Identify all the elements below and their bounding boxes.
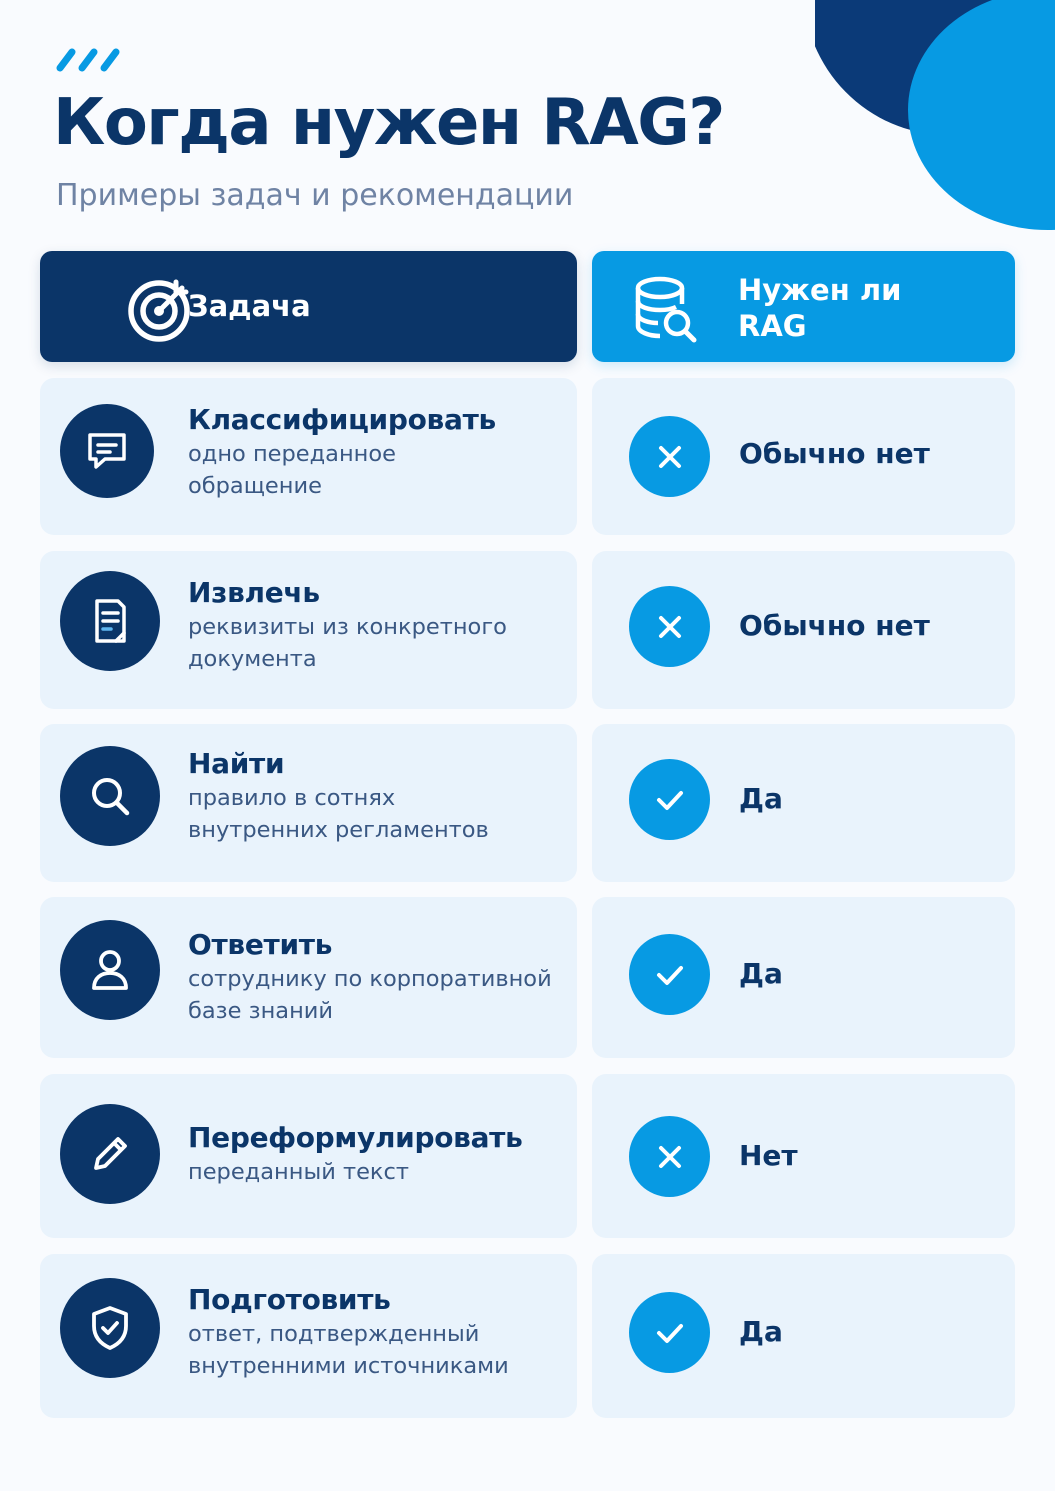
task-icon-circle <box>60 920 160 1020</box>
answer-icon-circle <box>629 416 710 497</box>
answer-icon-circle <box>629 934 710 1015</box>
stripes-logo-icon <box>56 46 128 74</box>
task-verb: Ответить <box>188 928 333 961</box>
task-card <box>40 724 577 882</box>
answer-icon-circle <box>629 586 710 667</box>
task-verb: Извлечь <box>188 576 320 609</box>
pencil-icon <box>84 1128 136 1180</box>
answer-label: Да <box>739 1315 783 1348</box>
chat-message-icon <box>81 425 133 477</box>
user-icon <box>84 944 136 996</box>
search-icon <box>84 770 136 822</box>
answer-icon-circle <box>629 759 710 840</box>
column-header-rag <box>592 251 1015 362</box>
task-icon-circle <box>60 571 160 671</box>
task-detail-line: обращение <box>188 473 322 499</box>
task-detail-line: сотруднику по корпоративной <box>188 966 552 992</box>
rag-answer-card <box>592 1074 1015 1238</box>
answer-label: Обычно нет <box>739 609 930 642</box>
answer-icon-circle <box>629 1292 710 1373</box>
task-verb: Найти <box>188 747 285 780</box>
target-icon <box>122 272 198 348</box>
rag-answer-card <box>592 378 1015 535</box>
task-text <box>188 927 552 1027</box>
task-detail-line: внутренних регламентов <box>188 817 489 843</box>
check-icon <box>652 782 688 818</box>
rag-answer-card <box>592 1254 1015 1418</box>
answer-label: Нет <box>739 1139 798 1172</box>
database-search-icon <box>628 272 704 348</box>
task-icon-circle <box>60 404 154 498</box>
cross-icon <box>652 439 688 475</box>
answer-icon-circle <box>629 1116 710 1197</box>
answer-label: Обычно нет <box>739 437 930 470</box>
task-detail-line: базе знаний <box>188 998 334 1024</box>
shield-check-icon <box>84 1302 136 1354</box>
task-detail-line: правило в сотнях <box>188 785 396 811</box>
task-card <box>40 1074 577 1238</box>
corner-decoration <box>815 0 1055 240</box>
task-detail-line: ответ, подтвержденный <box>188 1321 480 1347</box>
page-subtitle: Примеры задач и рекомендации <box>56 178 574 213</box>
task-card <box>40 551 577 709</box>
task-detail-line: переданный текст <box>188 1159 410 1185</box>
task-icon-circle <box>60 1278 160 1378</box>
answer-label: Да <box>739 957 783 990</box>
column-header-task-label: Задача <box>188 289 311 323</box>
task-detail-line: реквизиты из конкретного <box>188 614 507 640</box>
column-header-task <box>40 251 577 362</box>
page-title: Когда нужен RAG? <box>53 86 724 160</box>
task-icon-circle <box>60 1104 160 1204</box>
task-text <box>188 1120 523 1188</box>
task-text <box>188 746 489 846</box>
document-icon <box>84 595 136 647</box>
rag-answer-card <box>592 897 1015 1058</box>
task-card <box>40 1254 577 1418</box>
task-detail-line: внутренними источниками <box>188 1353 509 1379</box>
check-icon <box>652 957 688 993</box>
task-icon-circle <box>60 746 160 846</box>
answer-label: Да <box>739 782 783 815</box>
column-header-rag-label: Нужен ли RAG <box>738 273 902 343</box>
task-detail-line: одно переданное <box>188 441 397 467</box>
task-text <box>188 1282 509 1382</box>
task-verb: Переформулировать <box>188 1121 523 1154</box>
cross-icon <box>652 1139 688 1175</box>
task-text <box>188 575 507 675</box>
cross-icon <box>652 609 688 645</box>
check-icon <box>652 1315 688 1351</box>
rag-answer-card <box>592 724 1015 882</box>
task-verb: Подготовить <box>188 1283 391 1316</box>
task-card <box>40 378 577 535</box>
task-detail-line: документа <box>188 646 317 672</box>
task-card <box>40 897 577 1058</box>
task-verb: Классифицировать <box>188 403 496 436</box>
rag-answer-card <box>592 551 1015 709</box>
task-text <box>188 402 496 502</box>
